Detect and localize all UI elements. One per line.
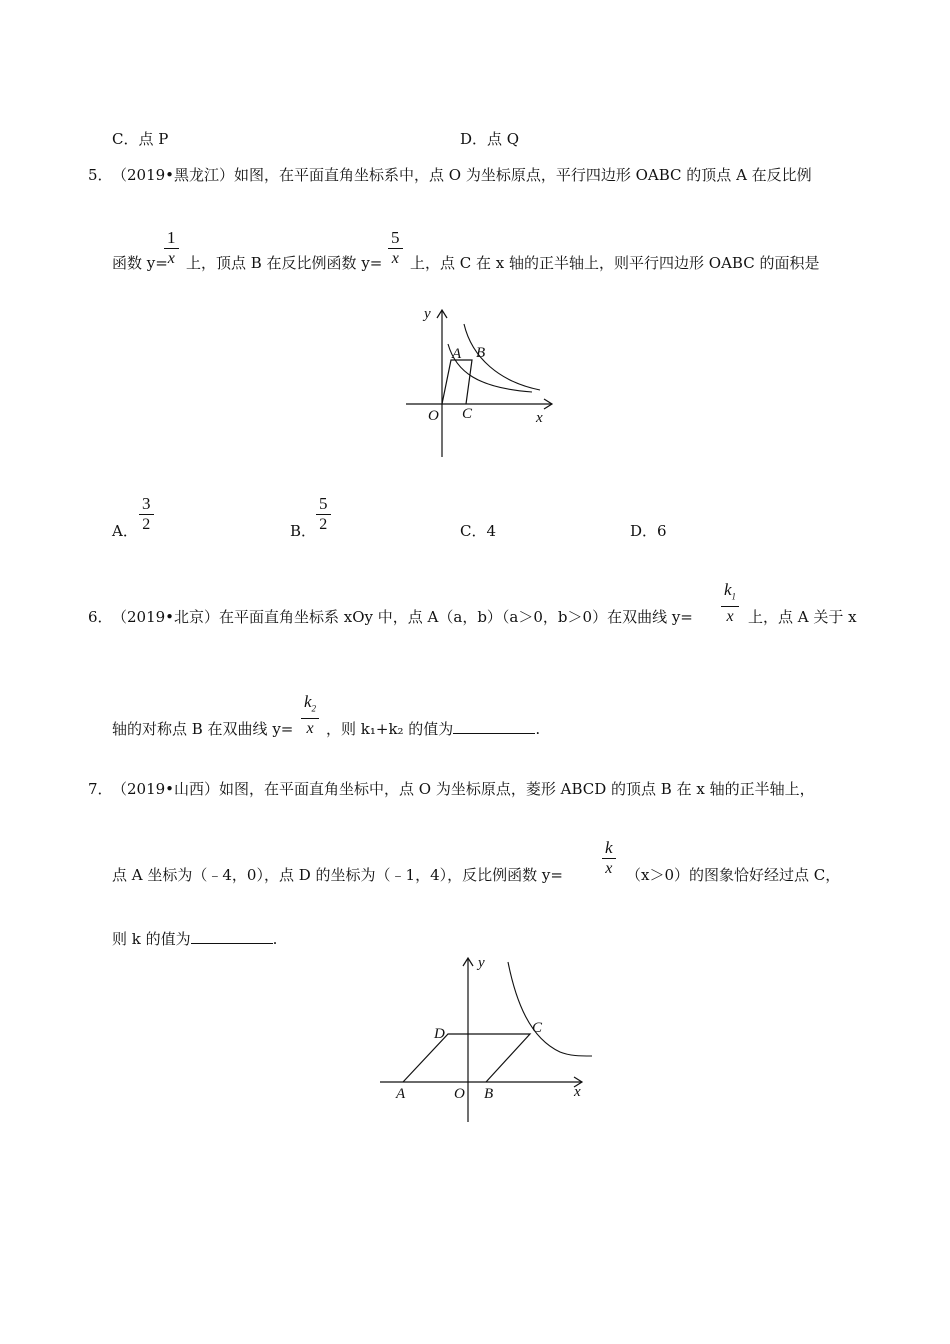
q5-option-a-den: 2 (139, 514, 154, 535)
q6-frac2-k: k (304, 692, 312, 711)
q6-frac2-denominator: x (301, 718, 319, 739)
q6-line2-end: . (535, 720, 541, 738)
q5-line2-b: 上，顶点 B 在反比例函数 y= (186, 254, 383, 272)
q6-line2 (326, 718, 540, 739)
q5-fig-y-label: y (424, 306, 431, 322)
q6-frac2-sub: 2 (311, 703, 317, 714)
q5-option-d: D．6 (630, 522, 667, 540)
q6-frac1-k: k (724, 580, 732, 599)
q7-fig-o-label: O (454, 1086, 465, 1102)
q5-fig-o-label: O (428, 408, 439, 424)
q7-line1: （2019•山西）如图，在平面直角坐标中，点 O 为坐标原点，菱形 ABCD 的顶点 B 在 x 轴的正半轴上， (112, 780, 815, 798)
q6-fraction-2 (301, 692, 319, 739)
q7-fig-y-label: y (478, 955, 485, 971)
q5-line2-c: 上，点 C 在 x 轴的正半轴上，则平行四边形 OABC 的面积是 (410, 254, 820, 272)
q7-fig-c-label: C (532, 1020, 543, 1036)
q7-fig-d-label: D (434, 1026, 445, 1042)
q5-option-b-fraction (316, 494, 331, 535)
q5-option-b-label: B． (290, 522, 317, 540)
q5-frac1-numerator: 1 (167, 228, 176, 247)
q6-line1-a: （2019•北京）在平面直角坐标系 xOy 中，点 A（a，b）（a＞0，b＞0）在双曲线 y= (112, 608, 693, 626)
q7-fig-a-label: A (396, 1086, 406, 1102)
q7-line3 (112, 928, 277, 949)
q5-option-a-num: 3 (142, 494, 151, 513)
q5-option-c: C．4 (460, 522, 497, 540)
q6-line2-b: ，则 k₁+k₂ 的值为 (326, 720, 454, 738)
q7-fraction (602, 838, 616, 879)
q7-line2-a: 点 A 坐标为（﹣4，0），点 D 的坐标为（﹣1，4），反比例函数 y= (112, 866, 563, 884)
q5-fraction-2 (388, 228, 403, 269)
q7-line3-end: . (272, 930, 278, 948)
q5-fig-c-label: C (462, 406, 473, 422)
q6-frac2-numerator (301, 692, 319, 718)
q6-frac1-numerator (721, 580, 739, 606)
q5-option-b-den: 2 (316, 514, 331, 535)
q5-fig-b-label: B (476, 345, 486, 361)
q6-line1-b: 上，点 A 关于 x (748, 608, 857, 626)
q7-line2-b: （x＞0）的图象恰好经过点 C， (626, 866, 841, 884)
option-d-prev: D．点 Q (460, 130, 520, 148)
q7-number: 7． (88, 780, 113, 798)
q5-frac1-denominator: x (164, 248, 179, 269)
q7-fig-x-label: x (574, 1084, 581, 1100)
q5-number: 5． (88, 166, 113, 184)
q7-figure (370, 950, 600, 1125)
q6-frac1-sub: 1 (731, 591, 737, 602)
q5-line1: （2019•黑龙江）如图，在平面直角坐标系中，点 O 为坐标原点，平行四边形 OABC 的顶点 A 在反比例 (112, 166, 812, 184)
q7-line3-a: 则 k 的值为 (112, 930, 191, 948)
q7-frac-numerator: k (605, 838, 613, 857)
q6-number: 6． (88, 608, 113, 626)
option-c-prev: C．点 P (112, 130, 169, 148)
q5-figure (400, 300, 560, 462)
q5-option-b-num: 5 (319, 494, 328, 513)
q7-frac-denominator: x (602, 858, 616, 879)
q5-fraction-1 (164, 228, 179, 269)
q5-fig-a-label: A (452, 346, 462, 362)
q5-option-a-fraction (139, 494, 154, 535)
q6-line2-a: 轴的对称点 B 在双曲线 y= (112, 720, 294, 738)
q5-option-a-label: A． (112, 522, 138, 540)
q7-fig-b-label: B (484, 1086, 494, 1102)
q5-frac2-numerator: 5 (391, 228, 400, 247)
q7-answer-blank[interactable] (191, 929, 273, 944)
q5-line2-a: 函数 y= (112, 254, 168, 272)
q6-fraction-1 (721, 580, 739, 627)
q6-answer-blank[interactable] (453, 719, 535, 734)
q5-fig-x-label: x (536, 410, 543, 426)
q5-frac2-denominator: x (388, 248, 403, 269)
q6-frac1-denominator: x (721, 606, 739, 627)
